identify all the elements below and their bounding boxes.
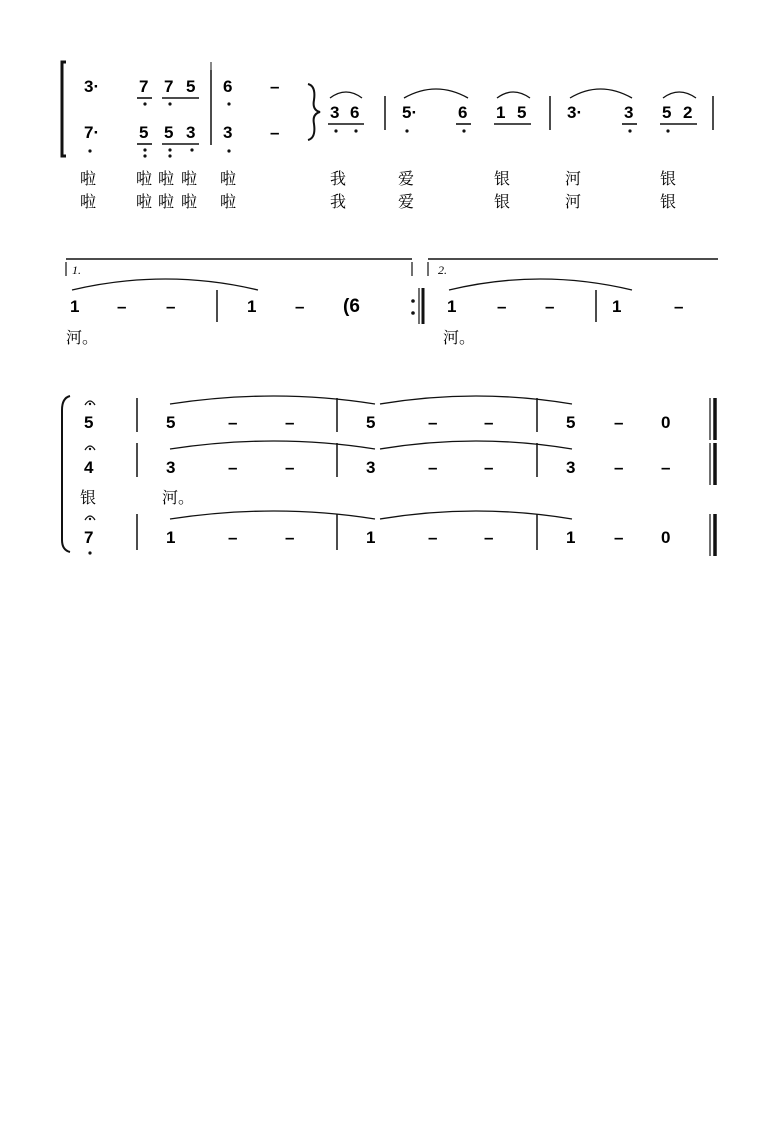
system-2 bbox=[66, 259, 718, 347]
dash: – bbox=[285, 528, 295, 547]
note: 1 bbox=[612, 297, 622, 316]
tie bbox=[170, 441, 375, 449]
octave-dot bbox=[462, 129, 465, 132]
note: 3 bbox=[624, 103, 634, 122]
lyric: 我 bbox=[330, 192, 347, 211]
note: 3· bbox=[567, 103, 583, 122]
note: 3· bbox=[84, 77, 100, 96]
dash: – bbox=[428, 413, 438, 432]
note: 5 bbox=[166, 413, 176, 432]
note: 4 bbox=[84, 458, 94, 477]
note: 5 bbox=[566, 413, 576, 432]
octave-dot bbox=[143, 148, 146, 151]
lyric: 银 bbox=[494, 192, 511, 211]
dash: – bbox=[428, 528, 438, 547]
lyric: 啦 bbox=[158, 169, 175, 188]
dash: – bbox=[117, 297, 127, 316]
dash: – bbox=[228, 458, 238, 477]
dash: – bbox=[614, 413, 624, 432]
slur bbox=[497, 92, 530, 98]
note: 1 bbox=[366, 528, 376, 547]
octave-dot bbox=[143, 154, 146, 157]
lyric: 啦 bbox=[80, 169, 97, 188]
note: 7 bbox=[84, 528, 94, 547]
tie bbox=[380, 396, 572, 404]
octave-dot bbox=[143, 102, 146, 105]
dash: – bbox=[497, 297, 507, 316]
tie bbox=[170, 511, 375, 519]
dash: – bbox=[661, 458, 671, 477]
lyric: 啦 bbox=[181, 169, 198, 188]
octave-dot bbox=[405, 129, 408, 132]
repeat-dot bbox=[411, 299, 415, 303]
lyric: 爱 bbox=[398, 169, 415, 188]
octave-dot bbox=[227, 102, 230, 105]
octave-dot bbox=[190, 148, 193, 151]
note: 0 bbox=[661, 413, 671, 432]
note: 7 bbox=[139, 77, 149, 96]
tie bbox=[72, 279, 258, 290]
slur bbox=[570, 89, 632, 98]
dash: – bbox=[228, 413, 238, 432]
dash: – bbox=[428, 458, 438, 477]
lyric: 啦 bbox=[136, 192, 153, 211]
lyric: 爱 bbox=[398, 192, 415, 211]
lyric: 河。 bbox=[162, 488, 195, 507]
note: 5 bbox=[186, 77, 196, 96]
lyric: 啦 bbox=[136, 169, 153, 188]
note: 3 bbox=[566, 458, 576, 477]
note: 6 bbox=[223, 77, 233, 96]
note: 7 bbox=[164, 77, 174, 96]
octave-dot bbox=[168, 148, 171, 151]
volta-2-label: 2. bbox=[438, 263, 447, 277]
lyric: 银 bbox=[660, 192, 677, 211]
dash: – bbox=[166, 297, 176, 316]
note: 5 bbox=[517, 103, 527, 122]
lyric: 河 bbox=[565, 192, 582, 211]
tie bbox=[170, 396, 375, 404]
note: 5 bbox=[366, 413, 376, 432]
note: 3 bbox=[366, 458, 376, 477]
octave-dot bbox=[227, 149, 230, 152]
dash: – bbox=[614, 458, 624, 477]
note: 6 bbox=[350, 103, 360, 122]
system-1 bbox=[62, 62, 713, 211]
note: 6 bbox=[458, 103, 468, 122]
note: 1 bbox=[496, 103, 506, 122]
dash: – bbox=[545, 297, 555, 316]
slur bbox=[330, 92, 362, 98]
dash: – bbox=[285, 458, 295, 477]
dash: – bbox=[484, 413, 494, 432]
fermata-dot bbox=[89, 518, 91, 520]
octave-dot bbox=[168, 102, 171, 105]
lyric: 啦 bbox=[181, 192, 198, 211]
lyric: 河 bbox=[565, 169, 582, 188]
volta-1-label: 1. bbox=[72, 263, 81, 277]
tie bbox=[380, 511, 572, 519]
note: 3 bbox=[186, 123, 196, 142]
octave-dot bbox=[168, 154, 171, 157]
lyric: 我 bbox=[330, 169, 347, 188]
lyric: 河。 bbox=[443, 328, 476, 347]
fermata-dot bbox=[89, 403, 91, 405]
octave-dot bbox=[88, 149, 91, 152]
dash: – bbox=[484, 458, 494, 477]
note: 1 bbox=[447, 297, 457, 316]
note: 3 bbox=[223, 123, 233, 142]
lyric: 银 bbox=[660, 169, 677, 188]
dash: – bbox=[270, 123, 280, 142]
system-bracket bbox=[62, 62, 66, 156]
dash: – bbox=[674, 297, 684, 316]
note: 0 bbox=[661, 528, 671, 547]
system-3 bbox=[62, 396, 715, 556]
note: 1 bbox=[166, 528, 176, 547]
octave-dot bbox=[666, 129, 669, 132]
dash: – bbox=[270, 77, 280, 96]
octave-dot bbox=[334, 129, 337, 132]
lyric: 啦 bbox=[220, 169, 237, 188]
octave-dot bbox=[354, 129, 357, 132]
lyric: 银 bbox=[80, 488, 97, 507]
tie bbox=[380, 441, 572, 449]
fermata-dot bbox=[89, 448, 91, 450]
note: 1 bbox=[566, 528, 576, 547]
note: (6 bbox=[343, 296, 360, 317]
dash: – bbox=[484, 528, 494, 547]
note: 2 bbox=[683, 103, 693, 122]
octave-dot bbox=[628, 129, 631, 132]
note: 1 bbox=[70, 297, 80, 316]
note: 3 bbox=[330, 103, 340, 122]
brace bbox=[308, 84, 320, 140]
note: 5 bbox=[662, 103, 672, 122]
note: 5· bbox=[402, 103, 418, 122]
slur bbox=[404, 89, 468, 98]
lyric: 河。 bbox=[66, 328, 99, 347]
note: 7· bbox=[84, 123, 100, 142]
note: 5 bbox=[164, 123, 174, 142]
octave-dot bbox=[88, 551, 91, 554]
lyric: 啦 bbox=[158, 192, 175, 211]
tie bbox=[449, 279, 632, 290]
lyric: 银 bbox=[494, 169, 511, 188]
lyric: 啦 bbox=[220, 192, 237, 211]
dash: – bbox=[614, 528, 624, 547]
system-bracket bbox=[62, 396, 70, 552]
dash: – bbox=[228, 528, 238, 547]
note: 1 bbox=[247, 297, 257, 316]
note: 3 bbox=[166, 458, 176, 477]
dash: – bbox=[285, 413, 295, 432]
dash: – bbox=[295, 297, 305, 316]
lyric: 啦 bbox=[80, 192, 97, 211]
note: 5 bbox=[84, 413, 94, 432]
slur bbox=[663, 92, 696, 98]
repeat-dot bbox=[411, 311, 415, 315]
note: 5 bbox=[139, 123, 149, 142]
